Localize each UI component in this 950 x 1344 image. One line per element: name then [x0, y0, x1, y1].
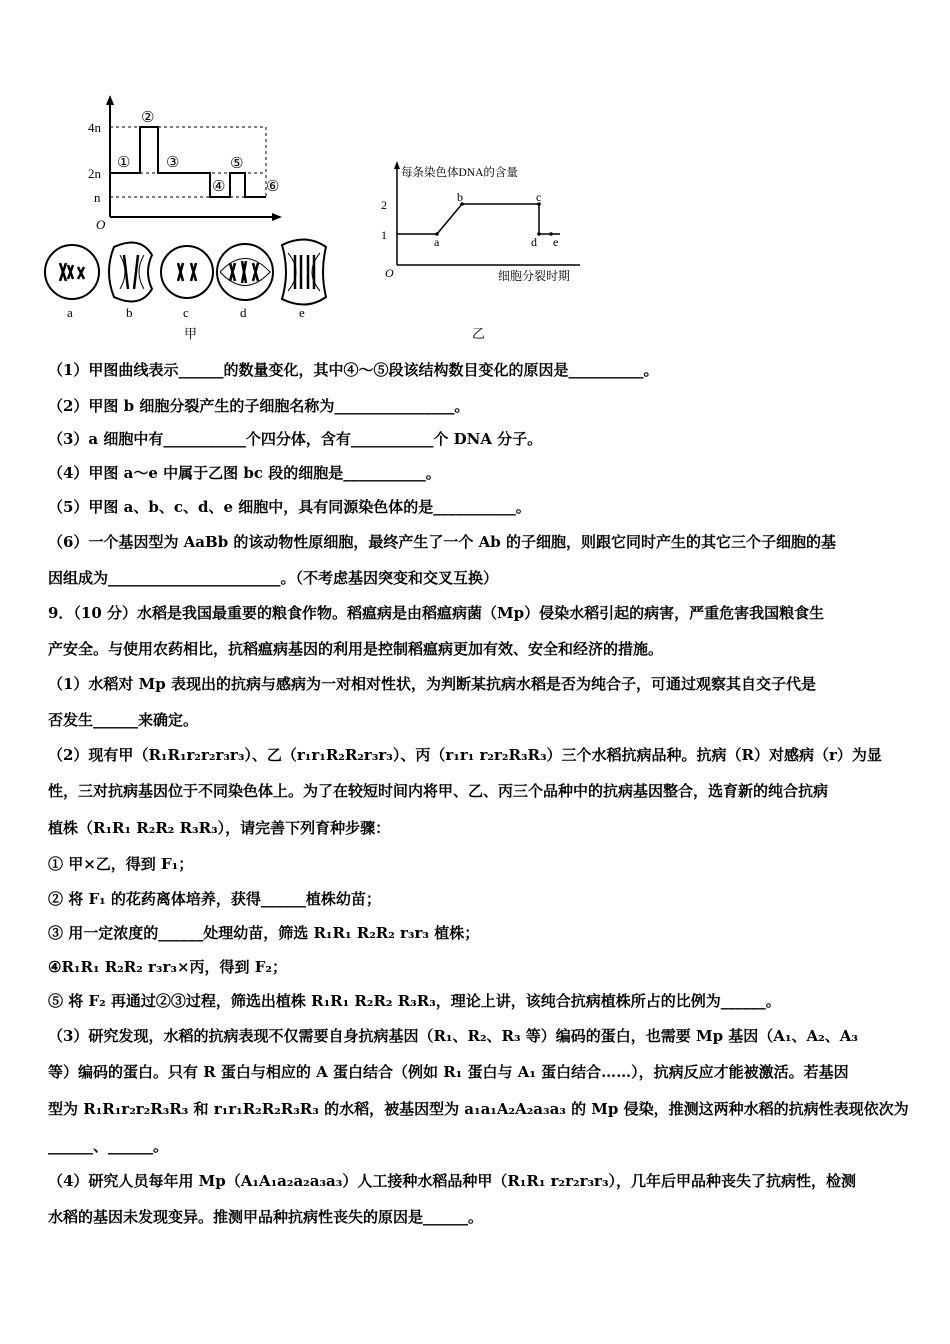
text-line: 9．（10 分）水稻是我国最重要的粮食作物。稻瘟病是由稻瘟病菌（Mp）侵染水稻引起的病害，严重危害我国粮食生 — [48, 604, 825, 622]
yi-ylabel: 每条染色体DNA的含量 — [401, 167, 518, 179]
text-line: （3）a 细胞中有___________个四分体，含有___________个 DNA 分子。 — [48, 430, 543, 448]
jia-y-tick: 2n — [88, 166, 101, 181]
text-line: ④R₁R₁ R₂R₂ r₃r₃×丙，得到 F₂； — [48, 958, 287, 976]
cell-label: a — [67, 305, 73, 320]
yi-y-tick: 2 — [381, 198, 387, 212]
text-line: （4）研究人员每年用 Mp（A₁A₁a₂a₂a₃a₃）人工接种水稻品种甲（R₁R₁ r₂r₂r₃r₃），几年后甲品种丧失了抗病性，检测 — [48, 1172, 857, 1190]
text-line: （2）甲图 b 细胞分裂产生的子细胞名称为________________。 — [48, 397, 470, 415]
cell-label: e — [299, 305, 305, 320]
yi-origin: O — [385, 266, 394, 280]
yi-point-label: d — [531, 235, 537, 249]
cell-label: c — [183, 305, 189, 320]
jia-y-tick: n — [94, 190, 101, 205]
figure-jia — [40, 95, 350, 345]
text-line: （5）甲图 a、b、c、d、e 细胞中，具有同源染色体的是___________。 — [48, 498, 531, 516]
text-line: （3）研究发现，水稻的抗病表现不仅需要自身抗病基因（R₁、R₂、R₃ 等）编码的蛋白，也需要 Mp 基因（A₁、A₂、A₃ — [48, 1027, 858, 1045]
cell-e-drawing — [282, 239, 326, 304]
text-line: ① 甲×乙，得到 F₁； — [48, 855, 194, 873]
jia-segment: ⑥ — [266, 179, 280, 195]
text-line: 性，三对抗病基因位于不同染色体上。为了在较短时间内将甲、乙、丙三个品种中的抗病基因整合，选育新的纯合抗病 — [48, 782, 829, 800]
text-line: （2）现有甲（R₁R₁r₂r₂r₃r₃）、乙（r₁r₁R₂R₂r₃r₃）、丙（r₁r₁ r₂r₂R₃R₃）三个水稻抗病品种。抗病（R）对感病（r）为显 — [48, 746, 882, 764]
text-line: 型为 R₁R₁r₂r₂R₃R₃ 和 r₁r₁R₂R₂R₃R₃ 的水稻，被基因型为 a₁a₁A₂A₂a₃a₃ 的 Mp 侵染，推测这两种水稻的抗病性表现依次为 — [48, 1100, 909, 1118]
text-line: ⑤ 将 F₂ 再通过②③过程，筛选出植株 R₁R₁ R₂R₂ R₃R₃，理论上讲，该纯合抗病植株所占的比例为______。 — [48, 992, 781, 1010]
jia-segment: ⑤ — [230, 156, 244, 172]
cell-d-drawing — [217, 244, 273, 300]
text-line: 因组成为_______________________。（不考虑基因突变和交叉互换） — [48, 569, 499, 587]
cell-c-drawing — [161, 246, 213, 298]
yi-point-label: b — [457, 190, 463, 204]
yi-point-label: c — [536, 190, 542, 204]
text-line: ② 将 F₁ 的花药离体培养，获得______植株幼苗； — [48, 890, 381, 908]
text-line: 否发生______来确定。 — [48, 711, 199, 729]
text-line: ③ 用一定浓度的______处理幼苗，筛选 R₁R₁ R₂R₂ r₃r₃ 植株； — [48, 924, 480, 942]
cell-a-drawing — [45, 245, 99, 299]
text-line: 水稻的基因未发现变异。推测甲品种抗病性丧失的原因是______。 — [48, 1208, 484, 1226]
figure-caption: 乙 — [472, 326, 486, 341]
jia-y-tick: 4n — [88, 120, 101, 135]
text-line: 植株（R₁R₁ R₂R₂ R₃R₃），请完善下列育种步骤： — [48, 819, 391, 837]
figure-caption: 甲 — [184, 326, 198, 341]
cell-label: b — [126, 305, 133, 320]
jia-origin: O — [96, 217, 106, 232]
text-line: 等）编码的蛋白。只有 R 蛋白与相应的 A 蛋白结合（例如 R₁ 蛋白与 A₁ 蛋白结合……），抗病反应才能被激活。若基因 — [48, 1063, 849, 1081]
jia-segment: ④ — [212, 179, 226, 195]
text-line: ______、______。 — [48, 1137, 169, 1155]
text-line: （6）一个基因型为 AaBb 的该动物性原细胞，最终产生了一个 Ab 的子细胞，则跟它同时产生的其它三个子细胞的基 — [48, 533, 836, 551]
yi-xlabel: 细胞分裂时期 — [498, 269, 571, 283]
jia-segment: ② — [141, 110, 155, 126]
yi-point-label: e — [553, 235, 559, 249]
text-line: （4）甲图 a～e 中属于乙图 bc 段的细胞是___________。 — [48, 464, 441, 482]
yi-point-label: a — [434, 235, 440, 249]
text-line: （1）甲图曲线表示______的数量变化，其中④～⑤段该结构数目变化的原因是__________。 — [48, 361, 659, 379]
cell-b-drawing — [109, 243, 152, 302]
text-line: 产安全。与使用农药相比，抗稻瘟病基因的利用是控制稻瘟病更加有效、安全和经济的措施。 — [48, 640, 664, 658]
figure-yi — [375, 155, 595, 345]
jia-segment: ① — [117, 155, 131, 171]
jia-segment: ③ — [166, 155, 180, 171]
cell-label: d — [240, 305, 247, 320]
text-line: （1）水稻对 Mp 表现出的抗病与感病为一对相对性状，为判断某抗病水稻是否为纯合子，可通过观察其自交子代是 — [48, 675, 816, 693]
yi-y-tick: 1 — [381, 228, 387, 242]
